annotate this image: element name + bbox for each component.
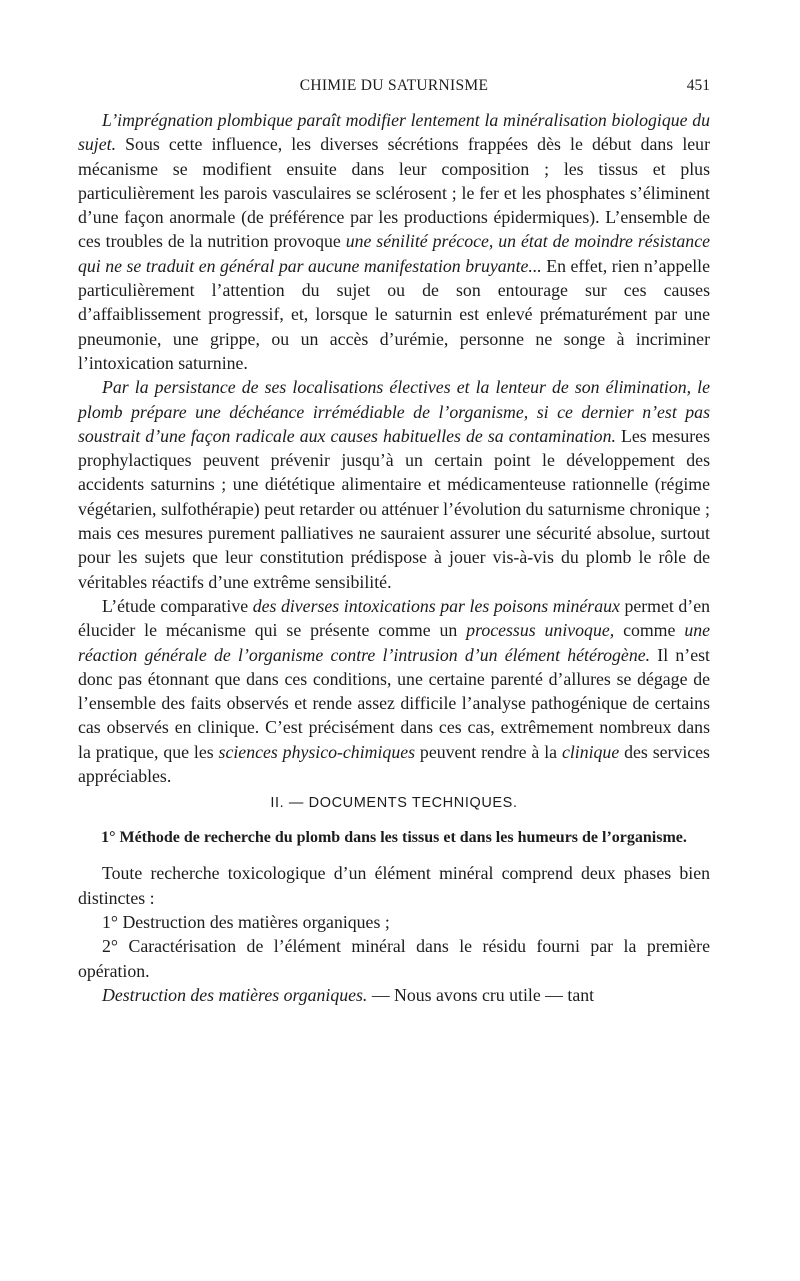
- paragraph-mineralisation: [78, 108, 710, 375]
- italic-phrase: sciences physico-chimiques: [218, 741, 416, 762]
- text-run: permet d’en élucider le mécanisme qui se présente comme un: [78, 595, 711, 641]
- paragraph-etude-comparative: [78, 594, 710, 788]
- text-run: — Nous avons cru utile — tant: [367, 984, 595, 1005]
- text-run: Sous cette influence, les diverses sécrétions frappées dès le début dans leur mécanisme se modifient ensuite dans leur composition ; les tissus et plus particulièrement les parois vasculaires se sclérosent ; le fer et les phosphates s’éliminent d’une façon anormale (de préférence par les productions épidermiques). L’ensemble de ces troubles de la nutrition provoque: [78, 134, 710, 252]
- page-header: [78, 74, 710, 108]
- italic-phrase: Destruction des matières organiques.: [102, 984, 368, 1005]
- text-run: des services appréciables.: [78, 741, 710, 787]
- sub-heading: 1° Méthode de recherche du plomb dans les tissus et dans les humeurs de l’organisme.: [101, 829, 687, 847]
- italic-phrase: une sénilité précoce, un état de moindre résistance qui ne se traduit en général par aucune manifestation bruyante...: [78, 231, 710, 276]
- page-number: 451: [686, 77, 710, 94]
- section-heading: II. — DOCUMENTS TECHNIQUES.: [270, 795, 518, 812]
- text-run: comme: [614, 620, 685, 641]
- paragraph-destruction: [78, 983, 710, 1007]
- paragraph-recherche-toxicologique: Toute recherche toxicologique d’un élément minéral comprend deux phases bien distinctes :: [78, 863, 710, 908]
- italic-phrase: processus univoque,: [466, 620, 615, 641]
- running-title: CHIMIE DU SATURNISME: [299, 77, 489, 94]
- paragraph-persistance: [78, 375, 710, 594]
- italic-phrase: des diverses intoxications par les poisons minéraux: [252, 595, 620, 616]
- text-run: Les mesures prophylactiques peuvent prévenir jusqu’à un certain point le développement des accidents saturnins ; une diététique alimentaire et médicamenteuse rationnelle (régime végétarien, sulfothérapie) peut retarder ou atténuer l’évolution du saturnisme chronique ; mais ces mesures purement palliatives ne sauraient assurer une sécurité absolue, surtout pour les sujets que leur constitution prédispose à jouer vis-à-vis du plomb le rôle de véritables réactifs d’une extrême sensibilité.: [78, 425, 710, 592]
- text-run: L’étude comparative: [102, 595, 253, 616]
- italic-phrase: Par la persistance de ses localisations électives et la lenteur de son élimination, le plomb prépare une déchéance irrémédiable de l’organisme, si ce dernier n’est pas soustrait d’une façon radicale aux causes habituelles de sa contamination.: [78, 377, 710, 446]
- text-run: peuvent rendre à la: [415, 741, 562, 762]
- list-item-destruction: 1° Destruction des matières organiques ;: [102, 911, 390, 932]
- italic-phrase: L’imprégnation plombique paraît modifier lentement la minéralisation biologique du sujet.: [78, 110, 710, 155]
- italic-phrase: clinique: [561, 741, 620, 762]
- book-page: [78, 74, 710, 1007]
- text-run: En effet, rien n’appelle particulièrement l’attention du sujet ou de son entourage sur ces causes d’affaiblissement progressif, et, lorsque le saturnin est enlevé prématurément par une pneumonie, une grippe, ou un accès d’urémie, personne ne songe à incriminer l’intoxication saturnine.: [78, 255, 710, 373]
- text-run: Il n’est donc pas étonnant que dans ces conditions, une certaine parenté d’allures se dégage de l’ensemble des faits observés et rende assez difficile l’analyse pathogénique de certains cas observés en clinique. C’est précisément dans ces cas, extrêmement nombreux dans la pratique, que les: [78, 644, 710, 762]
- list-item-caracterisation: 2° Caractérisation de l’élément minéral dans le résidu fourni par la première opération.: [78, 936, 710, 981]
- italic-phrase: une réaction générale de l’organisme contre l’intrusion d’un élément hétérogène.: [78, 620, 710, 665]
